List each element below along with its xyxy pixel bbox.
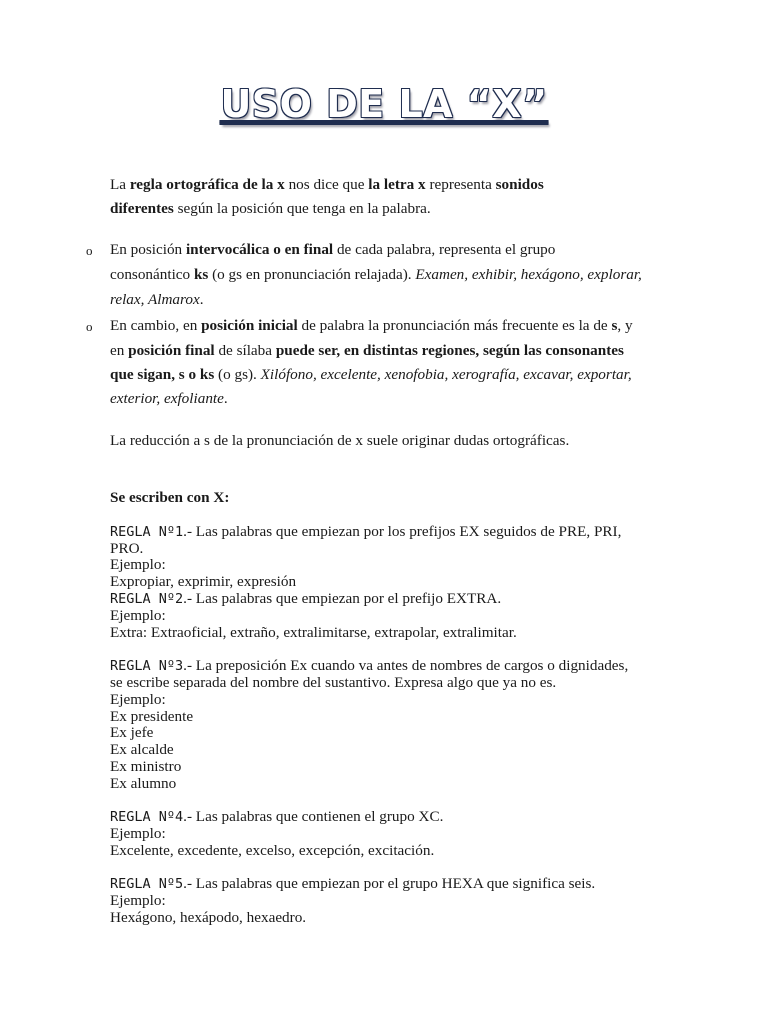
bullet-marker: o bbox=[86, 319, 93, 334]
bullet-1-line-3: relax, Almarox. bbox=[110, 291, 204, 308]
bullet-1-line-1: En posición intervocálica o en final de cada palabra, representa el grupo bbox=[110, 241, 556, 258]
page-title bbox=[0, 82, 768, 126]
rule-3-example-item: Ex ministro bbox=[110, 758, 182, 775]
bullet-2-line-2: en posición final de sílaba puede ser, en distintas regiones, según las consonantes bbox=[110, 342, 624, 359]
section-heading: Se escriben con X: bbox=[110, 489, 230, 506]
rule-3-heading: REGLA Nº3.- La preposición Ex cuando va antes de nombres de cargos o dignidades, bbox=[110, 657, 629, 674]
rule-2-heading: REGLA Nº2.- Las palabras que empiezan por el prefijo EXTRA. bbox=[110, 590, 502, 607]
rule-4-examples: Excelente, excedente, excelso, excepción, excitación. bbox=[110, 842, 435, 859]
rule-3-text-cont: se escribe separada del nombre del sustantivo. Expresa algo que ya no es. bbox=[110, 674, 557, 691]
bullet-2-line-3: que sigan, s o ks (o gs). Xilófono, excelente, xenofobia, xerografía, excavar, exportar, bbox=[110, 366, 632, 383]
bullet-marker: o bbox=[86, 243, 93, 258]
rule-2-examples: Extra: Extraoficial, extraño, extralimitarse, extrapolar, extralimitar. bbox=[110, 624, 517, 641]
rule-3-example-item: Ex alumno bbox=[110, 775, 177, 792]
rule-3-example-item: Ex presidente bbox=[110, 708, 194, 725]
rule-5-example-label: Ejemplo: bbox=[110, 892, 166, 909]
bullet-1-line-2: consonántico ks (o gs en pronunciación relajada). Examen, exhibir, hexágono, explorar, bbox=[110, 266, 642, 283]
rule-1-heading: REGLA Nº1.- Las palabras que empiezan por los prefijos EX seguidos de PRE, PRI, bbox=[110, 523, 622, 540]
rule-4-example-label: Ejemplo: bbox=[110, 825, 166, 842]
rule-3-example-item: Ex jefe bbox=[110, 724, 154, 741]
bullet-2-line-4: exterior, exfoliante. bbox=[110, 390, 228, 407]
rule-3-example-item: Ex alcalde bbox=[110, 741, 174, 758]
rule-2-example-label: Ejemplo: bbox=[110, 607, 166, 624]
rule-1-example-label: Ejemplo: bbox=[110, 556, 166, 573]
rule-1-text-cont: PRO. bbox=[110, 540, 144, 557]
rule-5-heading: REGLA Nº5.- Las palabras que empiezan por el grupo HEXA que significa seis. bbox=[110, 875, 596, 892]
intro-line-2: diferentes según la posición que tenga en la palabra. bbox=[110, 200, 431, 217]
rule-5-examples: Hexágono, hexápodo, hexaedro. bbox=[110, 909, 307, 926]
rule-1-examples: Expropiar, exprimir, expresión bbox=[110, 573, 297, 590]
bullet-2-line-1: En cambio, en posición inicial de palabra la pronunciación más frecuente es la de s, y bbox=[110, 317, 633, 334]
intro-line-1: La regla ortográfica de la x nos dice que la letra x representa sonidos bbox=[110, 176, 544, 193]
rule-3-example-label: Ejemplo: bbox=[110, 691, 166, 708]
reduction-note: La reducción a s de la pronunciación de x suele originar dudas ortográficas. bbox=[110, 432, 570, 449]
page-title-text: USO DE LA “X” bbox=[220, 82, 548, 126]
rule-4-heading: REGLA Nº4.- Las palabras que contienen el grupo XC. bbox=[110, 808, 444, 825]
